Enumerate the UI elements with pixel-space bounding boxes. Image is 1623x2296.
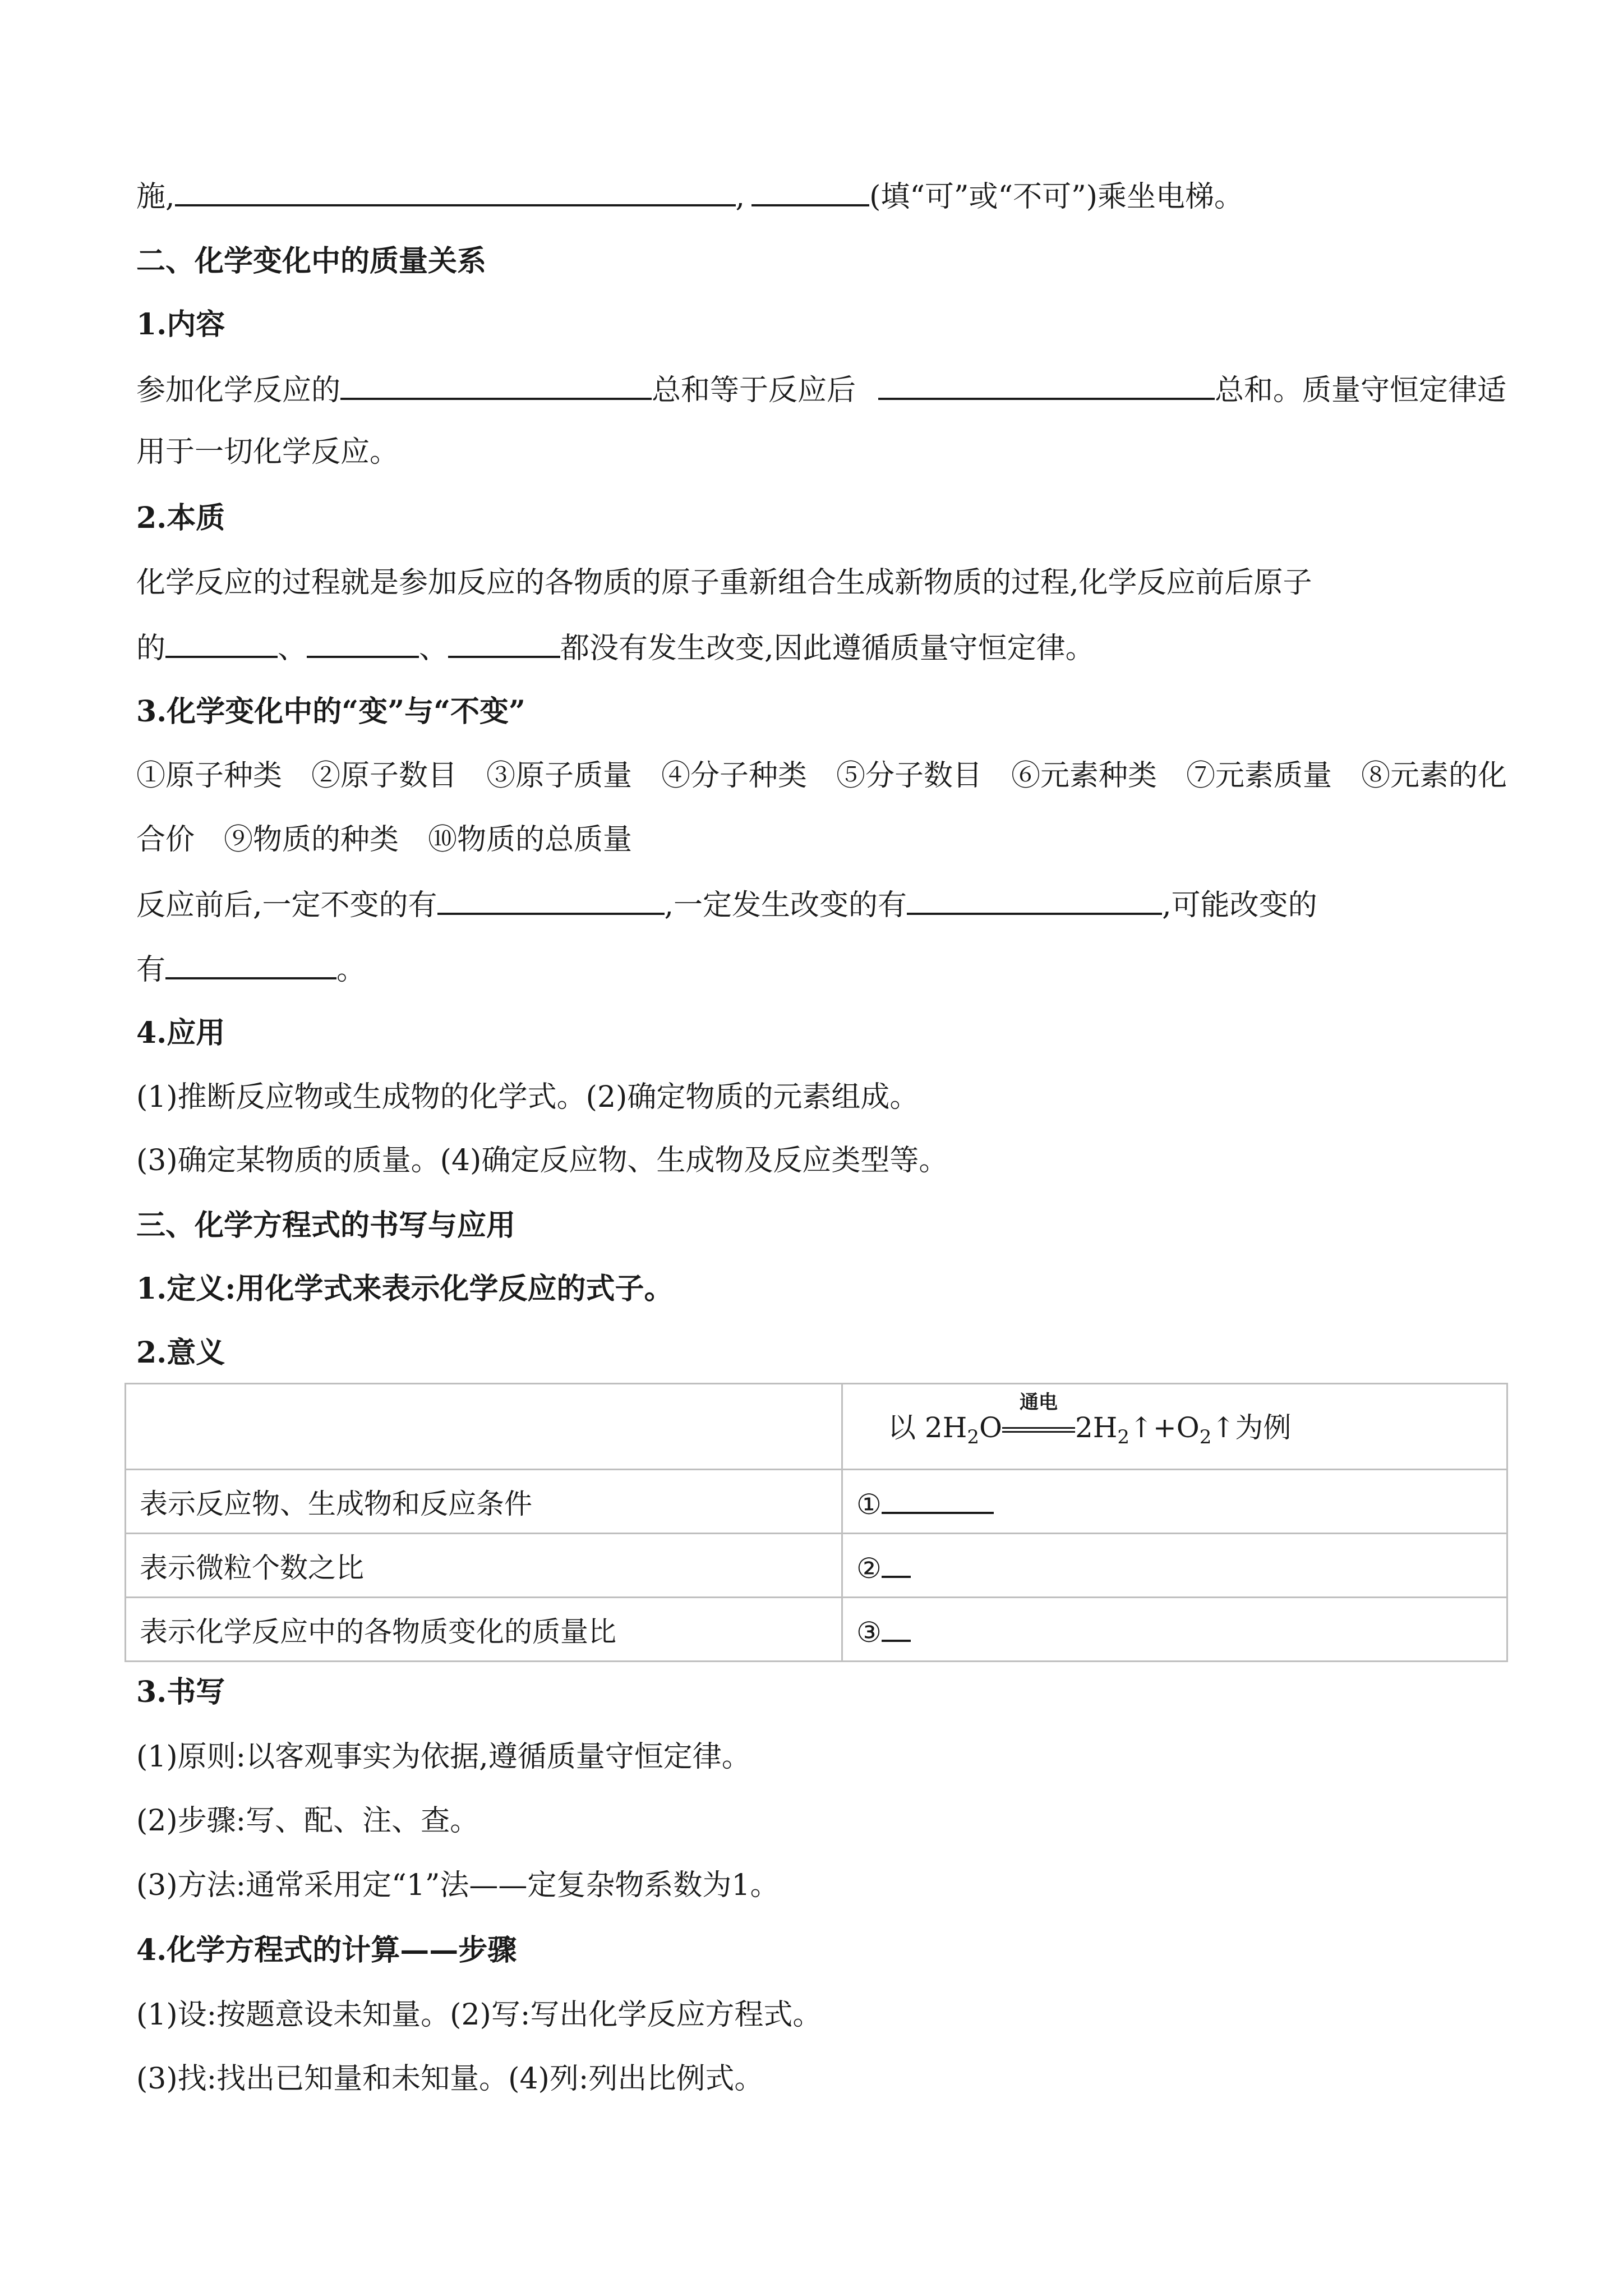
section-heading: 三、化学方程式的书写与应用 [136,1208,516,1243]
text: 总和。质量守恒定律适 [1215,374,1507,407]
text: 总和等于反应后 [652,374,856,407]
apply-line: (3)确定某物质的质量。(4)确定反应物、生成物及反应类型等。 [136,1144,948,1177]
row-label: 表示反应物、生成物和反应条件 [126,1470,842,1534]
text: 反应前后,一定不变的有 [136,889,437,922]
reaction-condition: 通电 [1019,1391,1058,1414]
answer-cell [842,1534,1507,1598]
calc-line: (1)设:按题意设未知量。(2)写:写出化学反应方程式。 [136,1998,822,2032]
circled-number: ③ [856,1616,882,1649]
answer-blank[interactable] [165,627,278,658]
content-line-2: 用于一切化学反应。 [136,435,399,469]
subheading: 1.内容 [136,307,225,342]
definition: 1.定义:用化学式来表示化学反应的式子。 [136,1272,674,1306]
text: 的 [136,632,166,665]
items-line-2: 合价 ⑨物质的种类 ⑩物质的总质量 [136,823,633,857]
write-line: (1)原则:以客观事实为依据,遵循质量守恒定律。 [136,1740,751,1774]
text: ,一定发生改变的有 [664,889,907,922]
circled-number: ① [856,1488,882,1521]
text: 以 2H [888,1411,967,1444]
essence-line: 化学反应的过程就是参加反应的各物质的原子重新组合生成新物质的过程,化学反应前后原子 [136,566,1312,600]
subheading: 4.应用 [136,1016,225,1050]
row-label: 表示化学反应中的各物质变化的质量比 [126,1598,842,1662]
items-line: ①原子种类 ②原子数目 ③原子质量 ④分子种类 ⑤分子数目 ⑥元素种类 ⑦元素质量 ⑧元素的化 [136,759,1507,793]
table-cell [126,1384,842,1470]
text: (填“可”或“不可”)乘坐电梯。 [869,180,1243,214]
circled-number: ② [856,1552,882,1585]
answer-blank[interactable] [882,1483,994,1514]
elevator-line [136,175,1243,215]
text: 参加化学反应的 [136,374,341,407]
answer-blank[interactable] [437,884,665,915]
answer-cell [842,1598,1507,1662]
essence-line-2 [136,627,1095,667]
text: 都没有发生改变,因此遵循质量守恒定律。 [560,632,1095,665]
meaning-table [125,1383,1508,1662]
reaction-arrow [1002,1391,1075,1444]
answer-blank[interactable] [882,1547,911,1578]
change-line [136,884,1317,924]
answer-blank[interactable] [175,175,736,206]
text: ↑+O [1129,1411,1200,1444]
table-row [126,1534,1507,1598]
table-row [126,1470,1507,1534]
text: , [735,180,745,214]
answer-blank[interactable] [448,627,560,658]
equals-sign [1002,1427,1075,1433]
text: 有 [136,953,166,987]
row-label: 表示微粒个数之比 [126,1534,842,1598]
text: ↑为例 [1211,1411,1292,1444]
subscript: 2 [1199,1425,1212,1448]
write-line: (2)步骤:写、配、注、查。 [136,1804,479,1838]
answer-cell [842,1470,1507,1534]
answer-blank[interactable] [882,1611,911,1642]
answer-blank[interactable] [307,627,419,658]
text: 、 [419,632,449,665]
table-header-row [126,1384,1507,1470]
text: 2H [1075,1411,1118,1444]
apply-line: (1)推断反应物或生成物的化学式。(2)确定物质的元素组成。 [136,1080,919,1114]
text: ,可能改变的 [1162,889,1317,922]
text: 施, [136,180,175,214]
subheading: 4.化学方程式的计算——步骤 [136,1933,517,1967]
chemical-equation [856,1391,1292,1448]
table-row [126,1598,1507,1662]
subheading: 3.化学变化中的“变”与“不变” [136,694,525,729]
subheading: 3.书写 [136,1675,225,1709]
text: 、 [278,632,307,665]
calc-line: (3)找:找出已知量和未知量。(4)列:列出比例式。 [136,2062,764,2096]
answer-blank[interactable] [751,175,869,206]
text: O [979,1411,1002,1444]
subheading: 2.本质 [136,501,225,535]
content-line [136,369,1506,409]
subheading: 2.意义 [136,1336,225,1370]
answer-blank[interactable] [165,948,336,979]
subscript: 2 [1117,1425,1130,1448]
answer-blank[interactable] [878,369,1215,400]
subscript: 2 [967,1425,979,1448]
section-heading: 二、化学变化中的质量关系 [136,244,487,278]
change-line-2 [136,948,366,988]
equation-cell [842,1384,1507,1470]
answer-blank[interactable] [907,884,1162,915]
answer-blank[interactable] [340,369,652,400]
text: 。 [336,953,366,987]
write-line: (3)方法:通常采用定“1”法——定复杂物系数为1。 [136,1869,780,1902]
